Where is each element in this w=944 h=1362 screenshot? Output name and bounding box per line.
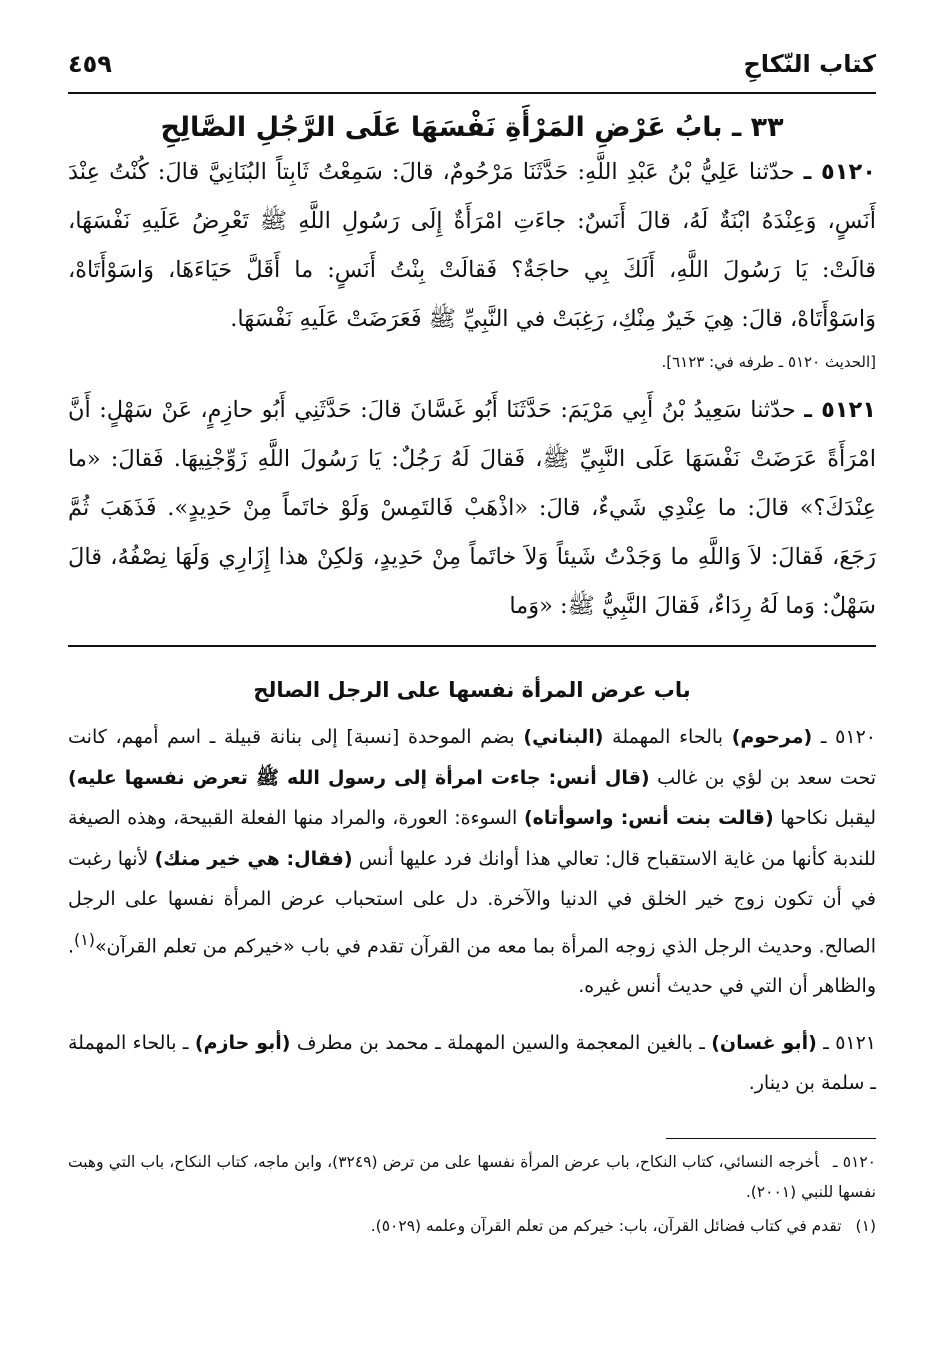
hadith-text: حدّثنا عَلِيُّ بْنُ عَبْدِ اللَّهِ: حَدَّثَنَا مَرْحُومٌ، قالَ: سَمِعْتُ ثَابِتاً البُنَانِيَّ قالَ: كُنْتُ عِنْدَ أَنَسٍ، وَعِنْدَهُ ابْنَةٌ لَهُ، قالَ أَنَسٌ: جاءَتِ امْرَأَةٌ إِلَى رَسُولِ اللَّهِ ﷺ تَعْرِضُ عَلَيهِ نَفْسَهَا، قالَتْ: يَا رَسُولَ اللَّهِ، أَلَكَ بِي حاجَةٌ؟ فَقالَتْ بِنْتُ أَنَسٍ: ما أَقَلَّ حَيَاءَهَا، وَاسَوْأَتَاهْ، وَاسَوْأَتَاهْ، قالَ: هِيَ خَيرٌ مِنْكِ، رَغِبَتْ في النَّبِيِّ ﷺ فَعَرَضَتْ عَلَيهِ نَفْسَهَا. — [68, 159, 876, 332]
commentary-5121 — [68, 1023, 876, 1104]
page-header — [68, 46, 876, 94]
commentary-term: (قال أنس: جاءت امرأة إلى رسول الله ﷺ تعرض نفسها عليه) — [68, 766, 650, 789]
commentary-term: (أبو حازم) — [194, 1031, 291, 1054]
footnote-text: تقدم في كتاب فضائل القرآن، باب: خيركم من تعلم القرآن وعلمه (٥٠٢٩). — [370, 1216, 842, 1235]
section-divider — [68, 645, 876, 647]
page-number: ٤٥٩ — [68, 50, 112, 78]
footnote-reference: (١) — [74, 929, 95, 949]
footnote-marker: (١) — [855, 1216, 876, 1235]
hadith-5121 — [68, 386, 876, 631]
commentary-text: لأنها رغبت في أن تكون زوج خير الخلق في الدنيا والآخرة. دل على استحباب عرض المرأة نفسها على الرجل الصالح. وحديث الرجل الذي زوجه المرأة بما معه من القرآن تقدم في باب «خيركم من تعلم القرآن» — [68, 847, 876, 957]
commentary-term: (مرحوم) — [731, 726, 813, 748]
footnote-text: أخرجه النسائي، كتاب النكاح، باب عرض المرأة نفسها على من ترض (٣٢٤٩)، وابن ماجه، كتاب النكاح، باب التي وهبت نفسها للنبي (٢٠٠١). — [68, 1152, 876, 1201]
commentary-text: . والظاهر أن التي في حديث أنس غيره. — [68, 934, 876, 998]
commentary-term: (أبو غسان) — [711, 1031, 817, 1054]
commentary-number: ٥١٢١ ـ — [823, 1031, 877, 1054]
chapter-title: ٣٣ ـ بابُ عَرْضِ المَرْأَةِ نَفْسَهَا عَلَى الرَّجُلِ الصَّالِحِ — [160, 112, 784, 143]
commentary-text: بالحاء المهملة — [603, 726, 732, 748]
commentary-term: (فقال: هي خير منك) — [154, 847, 353, 870]
hadith-5120 — [68, 148, 876, 344]
commentary-text: ـ بالغين المعجمة والسين المهملة ـ محمد بن مطرف — [290, 1031, 712, 1054]
commentary-term: (قالت بنت أنس: واسوأتاه) — [523, 807, 774, 829]
commentary-5120 — [68, 717, 876, 1007]
hadith-number: ٥١٢١ ـ — [804, 397, 876, 423]
commentary-text: ليقبل نكاحها — [773, 807, 876, 829]
footnote-rule — [666, 1138, 876, 1139]
hadith-reference: [الحديث ٥١٢٠ ـ طرفه في: ٦١٢٣]. — [661, 353, 876, 371]
footnote-1 — [68, 1211, 876, 1241]
commentary-term: (البناني) — [523, 726, 604, 748]
book-page — [68, 46, 876, 1241]
commentary-text: السوءة: العورة، والمراد منها الفعلة القبيحة، وهذه الصيغة للندبة كأنها من غاية الاستقباح قال: تعالي هذا أوانك فرد عليها أنس — [68, 807, 876, 870]
commentary-title: باب عرض المرأة نفسها على الرجل الصالح — [253, 678, 691, 702]
hadith-number: ٥١٢٠ ـ — [803, 159, 876, 185]
commentary-text: بضم الموحدة [نسبة] إلى بنانة قبيلة ـ اسم أمهم، كانت تحت سعد بن لؤي بن غالب — [68, 726, 876, 789]
book-title: كتاب النّكاحِ — [743, 50, 876, 78]
hadith-text: حدّثنا سَعِيدُ بْنُ أَبِي مَرْيَمَ: حَدَّثَنَا أَبُو غَسَّانَ قالَ: حَدَّثَنِي أَبُو حازِمٍ، عَنْ سَهْلٍ: أَنَّ امْرَأَةً عَرَضَتْ نَفْسَهَا عَلَى النَّبِيِّ ﷺ، فَقالَ لَهُ رَجُلٌ: يَا رَسُولَ اللَّهِ زَوِّجْنِيهَا. فَقالَ: «ما عِنْدَكَ؟» قالَ: ما عِنْدِي شَيءٌ، قالَ: «اذْهَبْ فَالتَمِسْ وَلَوْ خاتَماً مِنْ حَدِيدٍ». فَذَهَبَ ثُمَّ رَجَعَ، فَقالَ: لاَ وَاللَّهِ ما وَجَدْتُ شَيئاً وَلاَ خاتَماً مِنْ حَدِيدٍ، وَلكِنْ هذا إِزَارِي وَلَهَا نِصْفُهُ، قالَ سَهْلٌ: وَما لَهُ رِدَاءٌ، فَقالَ النَّبِيُّ ﷺ: «وَما — [68, 397, 876, 619]
commentary-text: ـ بالحاء المهملة ـ سلمة بن دينار. — [68, 1031, 876, 1095]
footnote-5120 — [68, 1147, 876, 1207]
commentary-number: ٥١٢٠ ـ — [820, 726, 876, 748]
footnote-marker: ٥١٢٠ ـ — [832, 1152, 876, 1171]
